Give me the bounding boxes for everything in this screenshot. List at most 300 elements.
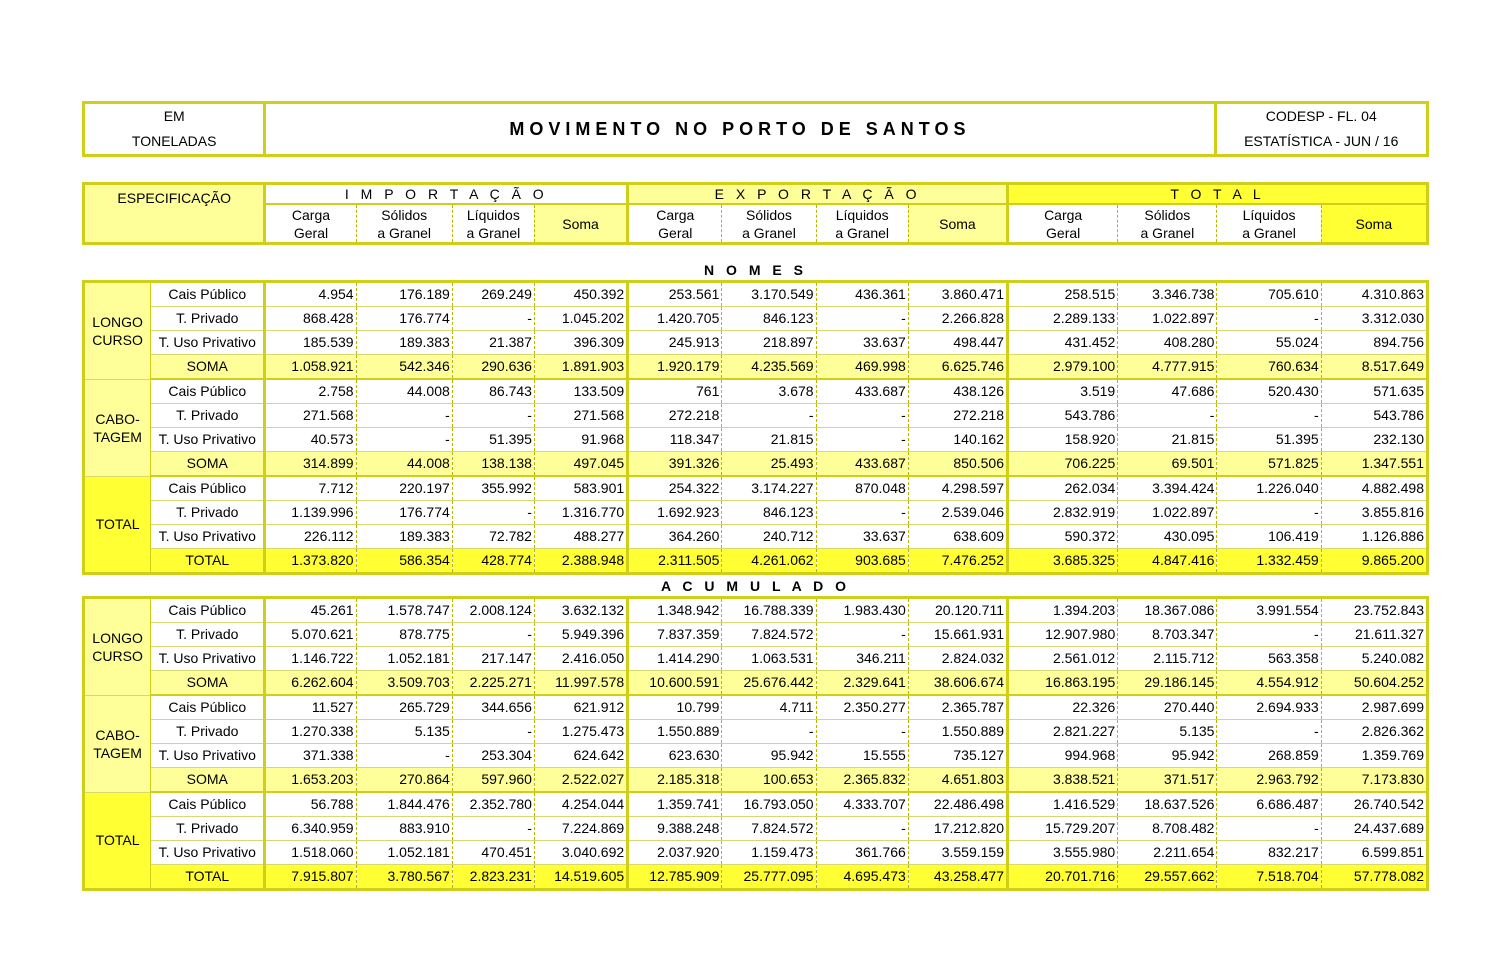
value-cell: -: [452, 307, 534, 331]
value-cell: 269.249: [452, 282, 534, 307]
value-cell: 18.367.086: [1118, 598, 1217, 623]
value-cell: -: [1217, 404, 1321, 428]
value-cell: -: [452, 501, 534, 525]
value-cell: 2.311.505: [628, 549, 722, 574]
subcolumn-header-line-2: Geral: [658, 224, 693, 241]
value-cell: 3.855.816: [1321, 501, 1427, 525]
value-cell: 95.942: [1118, 744, 1217, 768]
value-cell: 33.637: [816, 525, 908, 549]
value-cell: 1.348.942: [628, 598, 722, 623]
value-cell: 1.891.903: [534, 355, 627, 380]
reference-line-1: CODESP - FL. 04: [1265, 108, 1377, 124]
subcolumn-header-importacao-soma: [534, 204, 627, 244]
value-cell: 1.146.722: [265, 647, 356, 671]
subcolumn-header-line-2: a Granel: [466, 224, 521, 241]
table-row: [84, 525, 1428, 549]
value-cell: 1.052.181: [356, 841, 452, 865]
value-cell: 2.539.046: [908, 501, 1007, 525]
value-cell: 91.968: [534, 428, 627, 452]
value-cell: 2.987.699: [1321, 695, 1427, 720]
value-cell: 217.147: [452, 647, 534, 671]
value-cell: 832.217: [1217, 841, 1321, 865]
table-row: [84, 841, 1428, 865]
value-cell: 69.501: [1118, 452, 1217, 477]
value-cell: 428.774: [452, 549, 534, 574]
subcolumn-header-exportacao-liquidos: [816, 204, 908, 244]
value-cell: 2.963.792: [1217, 768, 1321, 793]
value-cell: 14.519.605: [534, 865, 627, 890]
value-cell: 563.358: [1217, 647, 1321, 671]
value-cell: 1.270.338: [265, 720, 356, 744]
value-cell: 86.743: [452, 379, 534, 404]
value-cell: -: [816, 404, 908, 428]
value-cell: -: [816, 428, 908, 452]
value-cell: 1.359.741: [628, 792, 722, 817]
group-label: [84, 476, 151, 574]
value-cell: 57.778.082: [1321, 865, 1427, 890]
value-cell: -: [722, 404, 816, 428]
value-cell: 2.211.654: [1118, 841, 1217, 865]
group-label-line-2: TAGEM: [93, 744, 142, 761]
value-cell: 15.661.931: [908, 623, 1007, 647]
value-cell: 21.387: [452, 331, 534, 355]
value-cell: 2.416.050: [534, 647, 627, 671]
value-cell: 542.346: [356, 355, 452, 380]
value-cell: -: [816, 623, 908, 647]
value-cell: 189.383: [356, 525, 452, 549]
subcolumn-header-exportacao-carga-geral: [628, 204, 722, 244]
table-row: [84, 720, 1428, 744]
value-cell: 870.048: [816, 476, 908, 501]
row-label: SOMA: [151, 355, 265, 380]
value-cell: 12.785.909: [628, 865, 722, 890]
value-cell: 2.388.948: [534, 549, 627, 574]
value-cell: 1.347.551: [1321, 452, 1427, 477]
value-cell: 1.692.923: [628, 501, 722, 525]
value-cell: 1.920.179: [628, 355, 722, 380]
value-cell: 735.127: [908, 744, 1007, 768]
group-label-line-1: CABO-: [95, 726, 140, 743]
value-cell: 371.338: [265, 744, 356, 768]
value-cell: 72.782: [452, 525, 534, 549]
value-cell: 1.578.747: [356, 598, 452, 623]
value-cell: 1.058.921: [265, 355, 356, 380]
value-cell: 271.568: [534, 404, 627, 428]
value-cell: 25.493: [722, 452, 816, 477]
value-cell: 497.045: [534, 452, 627, 477]
value-cell: 1.126.886: [1321, 525, 1427, 549]
value-cell: 6.340.959: [265, 817, 356, 841]
value-cell: 391.326: [628, 452, 722, 477]
value-cell: -: [816, 720, 908, 744]
value-cell: 95.942: [722, 744, 816, 768]
value-cell: 4.254.044: [534, 792, 627, 817]
value-cell: 17.212.820: [908, 817, 1007, 841]
value-cell: 33.637: [816, 331, 908, 355]
value-cell: 1.063.531: [722, 647, 816, 671]
value-cell: 5.070.621: [265, 623, 356, 647]
subcolumn-header-line-2: a Granel: [1140, 224, 1195, 241]
value-cell: 2.329.641: [816, 671, 908, 696]
value-cell: 543.786: [1321, 404, 1427, 428]
value-cell: 2.694.933: [1217, 695, 1321, 720]
value-cell: 1.394.203: [1008, 598, 1118, 623]
value-cell: 706.225: [1008, 452, 1118, 477]
value-cell: 364.260: [628, 525, 722, 549]
subcolumn-header-line-1: Sólidos: [746, 206, 792, 223]
value-cell: 3.685.325: [1008, 549, 1118, 574]
row-label: T. Uso Privativo: [151, 428, 265, 452]
value-cell: 2.979.100: [1008, 355, 1118, 380]
subcolumn-header-line-1: Carga: [291, 206, 331, 223]
subcolumn-header-line-1: Líquidos: [1242, 206, 1296, 223]
value-cell: 4.651.803: [908, 768, 1007, 793]
value-cell: 8.703.347: [1118, 623, 1217, 647]
exportacao-header: E X P O R T A Ç Ã O: [628, 184, 1008, 205]
value-cell: 4.554.912: [1217, 671, 1321, 696]
value-cell: 3.860.471: [908, 282, 1007, 307]
subcolumn-header-importacao-solidos: [356, 204, 452, 244]
value-cell: 21.815: [722, 428, 816, 452]
value-cell: 883.910: [356, 817, 452, 841]
value-cell: 16.863.195: [1008, 671, 1118, 696]
table-row: [84, 768, 1428, 793]
report-title: MOVIMENTO NO PORTO DE SANTOS: [265, 103, 1215, 156]
value-cell: -: [1118, 404, 1217, 428]
value-cell: 4.333.707: [816, 792, 908, 817]
report-header: [82, 101, 1429, 157]
value-cell: 6.262.604: [265, 671, 356, 696]
value-cell: 253.561: [628, 282, 722, 307]
value-cell: 361.766: [816, 841, 908, 865]
value-cell: 894.756: [1321, 331, 1427, 355]
value-cell: 268.859: [1217, 744, 1321, 768]
value-cell: 38.606.674: [908, 671, 1007, 696]
value-cell: 4.777.915: [1118, 355, 1217, 380]
value-cell: 11.527: [265, 695, 356, 720]
table-row: [84, 671, 1428, 696]
value-cell: 25.777.095: [722, 865, 816, 890]
value-cell: 1.316.770: [534, 501, 627, 525]
value-cell: 265.729: [356, 695, 452, 720]
value-cell: 450.392: [534, 282, 627, 307]
value-cell: -: [722, 720, 816, 744]
row-label: T. Privado: [151, 307, 265, 331]
value-cell: 133.509: [534, 379, 627, 404]
value-cell: 40.573: [265, 428, 356, 452]
value-cell: 520.430: [1217, 379, 1321, 404]
value-cell: 431.452: [1008, 331, 1118, 355]
subcolumn-header-line-1: Soma: [562, 215, 599, 232]
subcolumn-header-line-1: Líquidos: [835, 206, 889, 223]
value-cell: 176.774: [356, 307, 452, 331]
subcolumn-header-exportacao-solidos: [722, 204, 816, 244]
subcolumn-header-total-carga-geral: [1008, 204, 1118, 244]
group-label-line-1: CABO-: [95, 410, 140, 427]
value-cell: 498.447: [908, 331, 1007, 355]
value-cell: 2.185.318: [628, 768, 722, 793]
value-cell: 50.604.252: [1321, 671, 1427, 696]
value-cell: 18.637.526: [1118, 792, 1217, 817]
value-cell: 3.509.703: [356, 671, 452, 696]
table-row: [84, 744, 1428, 768]
value-cell: -: [1217, 817, 1321, 841]
row-label: SOMA: [151, 671, 265, 696]
row-label: Cais Público: [151, 792, 265, 817]
value-cell: 271.568: [265, 404, 356, 428]
group-label-line-1: TOTAL: [95, 516, 140, 533]
value-cell: -: [452, 817, 534, 841]
subcolumn-header-line-2: Geral: [293, 224, 329, 241]
table-row: [84, 792, 1428, 817]
value-cell: 583.901: [534, 476, 627, 501]
value-cell: 1.226.040: [1217, 476, 1321, 501]
value-cell: 621.912: [534, 695, 627, 720]
row-label: Cais Público: [151, 695, 265, 720]
value-cell: 44.008: [356, 379, 452, 404]
value-cell: 56.788: [265, 792, 356, 817]
value-cell: -: [1217, 501, 1321, 525]
value-cell: 2.352.780: [452, 792, 534, 817]
value-cell: 846.123: [722, 307, 816, 331]
value-cell: 3.780.567: [356, 865, 452, 890]
value-cell: 118.347: [628, 428, 722, 452]
value-cell: 44.008: [356, 452, 452, 477]
value-cell: 218.897: [722, 331, 816, 355]
value-cell: 2.266.828: [908, 307, 1007, 331]
value-cell: 106.419: [1217, 525, 1321, 549]
value-cell: 7.224.869: [534, 817, 627, 841]
subcolumn-header-line-1: Líquidos: [466, 206, 520, 223]
value-cell: 344.656: [452, 695, 534, 720]
value-cell: 3.991.554: [1217, 598, 1321, 623]
value-cell: 3.346.738: [1118, 282, 1217, 307]
value-cell: 3.678: [722, 379, 816, 404]
value-cell: 22.486.498: [908, 792, 1007, 817]
value-cell: 396.309: [534, 331, 627, 355]
table-row: [84, 379, 1428, 404]
value-cell: 158.920: [1008, 428, 1118, 452]
row-label: Cais Público: [151, 598, 265, 623]
value-cell: 1.414.290: [628, 647, 722, 671]
subcolumn-header-line-1: Sólidos: [381, 206, 428, 223]
value-cell: 2.826.362: [1321, 720, 1427, 744]
value-cell: 29.186.145: [1118, 671, 1217, 696]
value-cell: 597.960: [452, 768, 534, 793]
value-cell: 1.416.529: [1008, 792, 1118, 817]
row-label: Cais Público: [151, 282, 265, 307]
table-row: [84, 428, 1428, 452]
value-cell: 220.197: [356, 476, 452, 501]
value-cell: 1.275.473: [534, 720, 627, 744]
value-cell: 355.992: [452, 476, 534, 501]
value-cell: 2.008.124: [452, 598, 534, 623]
table-row: [84, 501, 1428, 525]
value-cell: 4.261.062: [722, 549, 816, 574]
value-cell: -: [356, 404, 452, 428]
table-row: [84, 452, 1428, 477]
value-cell: 1.052.181: [356, 647, 452, 671]
value-cell: 100.653: [722, 768, 816, 793]
value-cell: 2.832.919: [1008, 501, 1118, 525]
value-cell: 29.557.662: [1118, 865, 1217, 890]
table-row: [84, 598, 1428, 623]
value-cell: 1.420.705: [628, 307, 722, 331]
value-cell: 226.112: [265, 525, 356, 549]
reference-line-2: ESTATÍSTICA - JUN / 16: [1244, 133, 1399, 149]
value-cell: -: [816, 817, 908, 841]
value-cell: 272.218: [628, 404, 722, 428]
subcolumn-header-line-1: Soma: [1355, 215, 1393, 232]
value-cell: 1.359.769: [1321, 744, 1427, 768]
section-title-acumulado: A C U M U L A D O: [660, 578, 851, 594]
value-cell: 1.139.996: [265, 501, 356, 525]
value-cell: 3.174.227: [722, 476, 816, 501]
value-cell: 1.022.897: [1118, 501, 1217, 525]
value-cell: -: [1217, 623, 1321, 647]
value-cell: 240.712: [722, 525, 816, 549]
value-cell: 4.882.498: [1321, 476, 1427, 501]
group-label: [84, 282, 151, 380]
value-cell: 408.280: [1118, 331, 1217, 355]
value-cell: 760.634: [1217, 355, 1321, 380]
group-label-line-2: TAGEM: [93, 428, 142, 445]
value-cell: 878.775: [356, 623, 452, 647]
value-cell: 25.676.442: [722, 671, 816, 696]
row-label: SOMA: [151, 768, 265, 793]
value-cell: -: [1217, 307, 1321, 331]
value-cell: -: [452, 720, 534, 744]
group-label-line-1: TOTAL: [95, 832, 140, 849]
value-cell: 868.428: [265, 307, 356, 331]
row-label: T. Uso Privativo: [151, 525, 265, 549]
value-cell: 903.685: [816, 549, 908, 574]
value-cell: 232.130: [1321, 428, 1427, 452]
value-cell: 254.322: [628, 476, 722, 501]
subcolumn-header-importacao-liquidos: [452, 204, 534, 244]
value-cell: 638.609: [908, 525, 1007, 549]
subcolumn-header-line-2: a Granel: [377, 224, 432, 241]
value-cell: 12.907.980: [1008, 623, 1118, 647]
group-label-line-2: CURSO: [92, 331, 143, 348]
value-cell: 262.034: [1008, 476, 1118, 501]
subcolumn-header-line-2: a Granel: [1242, 224, 1296, 241]
subcolumn-header-line-1: Carga: [656, 206, 695, 223]
value-cell: 24.437.689: [1321, 817, 1427, 841]
row-label: T. Privado: [151, 623, 265, 647]
subcolumn-header-total-solidos: [1118, 204, 1217, 244]
unit-label: [84, 103, 265, 156]
subcolumn-header-line-2: a Granel: [835, 224, 890, 241]
report-reference: [1215, 103, 1428, 156]
value-cell: 10.600.591: [628, 671, 722, 696]
value-cell: 4.235.569: [722, 355, 816, 380]
value-cell: 4.310.863: [1321, 282, 1427, 307]
table-row: [84, 404, 1428, 428]
value-cell: 22.326: [1008, 695, 1118, 720]
value-cell: 590.372: [1008, 525, 1118, 549]
value-cell: -: [356, 428, 452, 452]
value-cell: 438.126: [908, 379, 1007, 404]
row-label: TOTAL: [151, 549, 265, 574]
value-cell: 21.815: [1118, 428, 1217, 452]
value-cell: 176.774: [356, 501, 452, 525]
value-cell: 3.838.521: [1008, 768, 1118, 793]
value-cell: 1.022.897: [1118, 307, 1217, 331]
group-label-line-2: CURSO: [92, 647, 143, 664]
value-cell: 1.653.203: [265, 768, 356, 793]
subcolumn-header-total-liquidos: [1217, 204, 1321, 244]
table-row: [84, 307, 1428, 331]
value-cell: 2.561.012: [1008, 647, 1118, 671]
value-cell: 5.240.082: [1321, 647, 1427, 671]
table-row: [84, 282, 1428, 307]
value-cell: 430.095: [1118, 525, 1217, 549]
value-cell: 1.550.889: [908, 720, 1007, 744]
value-cell: 1.983.430: [816, 598, 908, 623]
value-cell: 314.899: [265, 452, 356, 477]
value-cell: 3.312.030: [1321, 307, 1427, 331]
row-label: T. Privado: [151, 817, 265, 841]
value-cell: 23.752.843: [1321, 598, 1427, 623]
value-cell: 258.515: [1008, 282, 1118, 307]
table-row: [84, 331, 1428, 355]
value-cell: 4.847.416: [1118, 549, 1217, 574]
value-cell: 290.636: [452, 355, 534, 380]
section-title-no-mes: N O M E S: [704, 262, 807, 278]
table-row: [84, 695, 1428, 720]
value-cell: 994.968: [1008, 744, 1118, 768]
value-cell: 3.555.980: [1008, 841, 1118, 865]
row-label: T. Uso Privativo: [151, 647, 265, 671]
table-no-mes: [82, 280, 1429, 575]
value-cell: 3.632.132: [534, 598, 627, 623]
value-cell: 7.824.572: [722, 817, 816, 841]
value-cell: 571.825: [1217, 452, 1321, 477]
value-cell: 623.630: [628, 744, 722, 768]
value-cell: -: [816, 501, 908, 525]
value-cell: 2.824.032: [908, 647, 1007, 671]
value-cell: 3.040.692: [534, 841, 627, 865]
importacao-header: I M P O R T A Ç Ã O: [265, 184, 628, 205]
value-cell: 8.708.482: [1118, 817, 1217, 841]
value-cell: 7.712: [265, 476, 356, 501]
group-label: [84, 792, 151, 890]
table-acumulado: [82, 596, 1429, 891]
value-cell: 55.024: [1217, 331, 1321, 355]
value-cell: 272.218: [908, 404, 1007, 428]
value-cell: 4.711: [722, 695, 816, 720]
subcolumn-header-exportacao-soma: [908, 204, 1007, 244]
subcolumn-header-importacao-carga-geral: [265, 204, 356, 244]
value-cell: 371.517: [1118, 768, 1217, 793]
value-cell: 761: [628, 379, 722, 404]
group-label: [84, 598, 151, 696]
total-header: T O T A L: [1008, 184, 1428, 205]
value-cell: 138.138: [452, 452, 534, 477]
value-cell: -: [1217, 720, 1321, 744]
row-label: T. Uso Privativo: [151, 331, 265, 355]
value-cell: 7.476.252: [908, 549, 1007, 574]
especificacao-header: ESPECIFICAÇÃO: [84, 184, 265, 244]
group-label: [84, 379, 151, 476]
value-cell: 586.354: [356, 549, 452, 574]
value-cell: 189.383: [356, 331, 452, 355]
value-cell: 7.824.572: [722, 623, 816, 647]
value-cell: 846.123: [722, 501, 816, 525]
value-cell: 5.135: [1118, 720, 1217, 744]
group-label-line-1: LONGO: [92, 313, 143, 330]
